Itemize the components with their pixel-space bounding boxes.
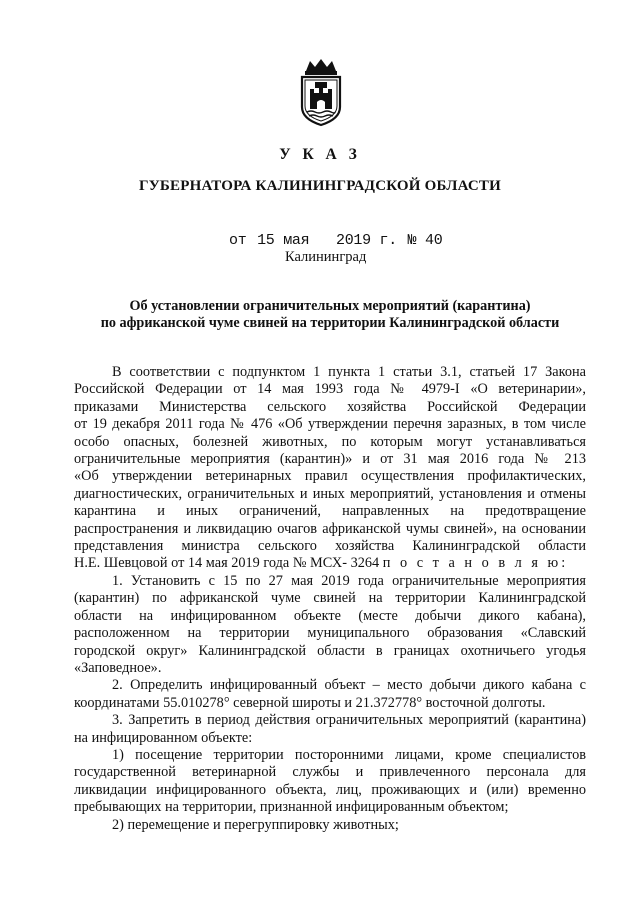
preamble-paragraph bbox=[74, 364, 586, 573]
text-line: карантина и иных ограничений, направленных на предотвращение bbox=[74, 503, 586, 520]
decree-body bbox=[74, 364, 586, 834]
text-line: «Заповедное». bbox=[74, 659, 162, 676]
subitem-2-paragraph bbox=[74, 817, 586, 834]
text-line: ликвидации инфицированного объекта, лиц, проживающих и (или) временно bbox=[74, 781, 586, 798]
date-year: 2019 г. bbox=[336, 232, 397, 249]
text-line: 3. Запретить в период действия ограничительных мероприятий (карантина) bbox=[112, 712, 586, 729]
subject-line: Об установлении ограничительных мероприятий (карантина) bbox=[129, 298, 531, 314]
text-line: Российской Федерации от 14 мая 1993 года № 4979-I «О ветеринарии», bbox=[74, 381, 586, 398]
text-line: области на инфицированном объекте (месте добычи дикого кабана), bbox=[74, 607, 586, 624]
text-line: городской округ» Калининградской области в границах охотничьего угодья bbox=[74, 642, 586, 659]
text-line bbox=[74, 555, 586, 572]
kaliningrad-coat-of-arms-icon bbox=[296, 57, 346, 127]
text-line: приказами Министерства сельского хозяйства Российской Федерации bbox=[74, 398, 586, 415]
text-line: координатами 55.010278° северной широты и 21.372778° восточной долготы. bbox=[74, 694, 546, 711]
subitem-1-paragraph bbox=[74, 747, 586, 817]
text-line: государственной ветеринарной службы и привлеченного персонала для bbox=[74, 764, 586, 781]
text-line: особо опасных, болезней животных, по которым могут устанавливаться bbox=[74, 433, 586, 450]
subject-line: по африканской чуме свиней на территории Калининградской области bbox=[100, 315, 560, 331]
item-3-paragraph bbox=[74, 712, 586, 747]
issuing-authority: ГУБЕРНАТОРА КАЛИНИНГРАДСКОЙ ОБЛАСТИ bbox=[138, 178, 501, 194]
text-line: пребывающих на территории, признанной инфицированным объектом; bbox=[74, 799, 509, 816]
text-line: распространения и ликвидацию очагов африканской чумы свиней», на основании bbox=[74, 520, 586, 537]
text-line: 2. Определить инфицированный объект – место добычи дикого кабана с bbox=[112, 677, 586, 694]
item-2-paragraph bbox=[74, 677, 586, 712]
text-line: 1. Установить с 15 по 27 мая 2019 года ограничительные мероприятия bbox=[112, 572, 586, 589]
text-line: 1) посещение территории посторонними лицами, кроме специалистов bbox=[112, 746, 586, 763]
text-line: 2) перемещение и перегруппировку животных; bbox=[112, 816, 399, 833]
decree-number: № 40 bbox=[407, 232, 443, 249]
text-fragment: Н.Е. Шевцовой от 14 мая 2019 года № МСХ- 3264 bbox=[74, 555, 380, 572]
text-line: диагностических, ограничительных и иных мероприятий, установления и отмены bbox=[74, 485, 586, 502]
issue-city: Калининград bbox=[285, 249, 367, 265]
date-day-month: 15 мая bbox=[257, 232, 310, 249]
item-1-paragraph bbox=[74, 573, 586, 677]
date-prefix: от bbox=[229, 232, 247, 249]
document-title: У К А З bbox=[279, 146, 361, 163]
text-line: ограничительные мероприятия (карантин)» и от 31 мая 2016 года № 213 bbox=[74, 451, 586, 468]
decree-subject bbox=[60, 298, 600, 332]
text-line: (карантин) по африканской чуме свиней на территории Калининградской bbox=[74, 590, 586, 607]
text-line: представления министра сельского хозяйства Калининградской области bbox=[74, 538, 586, 555]
text-line: «Об утверждении ветеринарных правил осуществления профилактических, bbox=[74, 468, 586, 485]
resolve-word: п о с т а н о в л я ю: bbox=[382, 555, 569, 572]
text-line: на инфицированном объекте: bbox=[74, 729, 253, 746]
decree-dateline bbox=[229, 232, 444, 249]
text-line: В соответствии с подпунктом 1 пункта 1 статьи 3.1, статьей 17 Закона bbox=[112, 364, 586, 380]
text-line: расположенном на территории муниципального образования «Славский bbox=[74, 625, 586, 642]
text-line: от 19 декабря 2011 года № 476 «Об утверждении перечня заразных, в том числе bbox=[74, 416, 586, 433]
